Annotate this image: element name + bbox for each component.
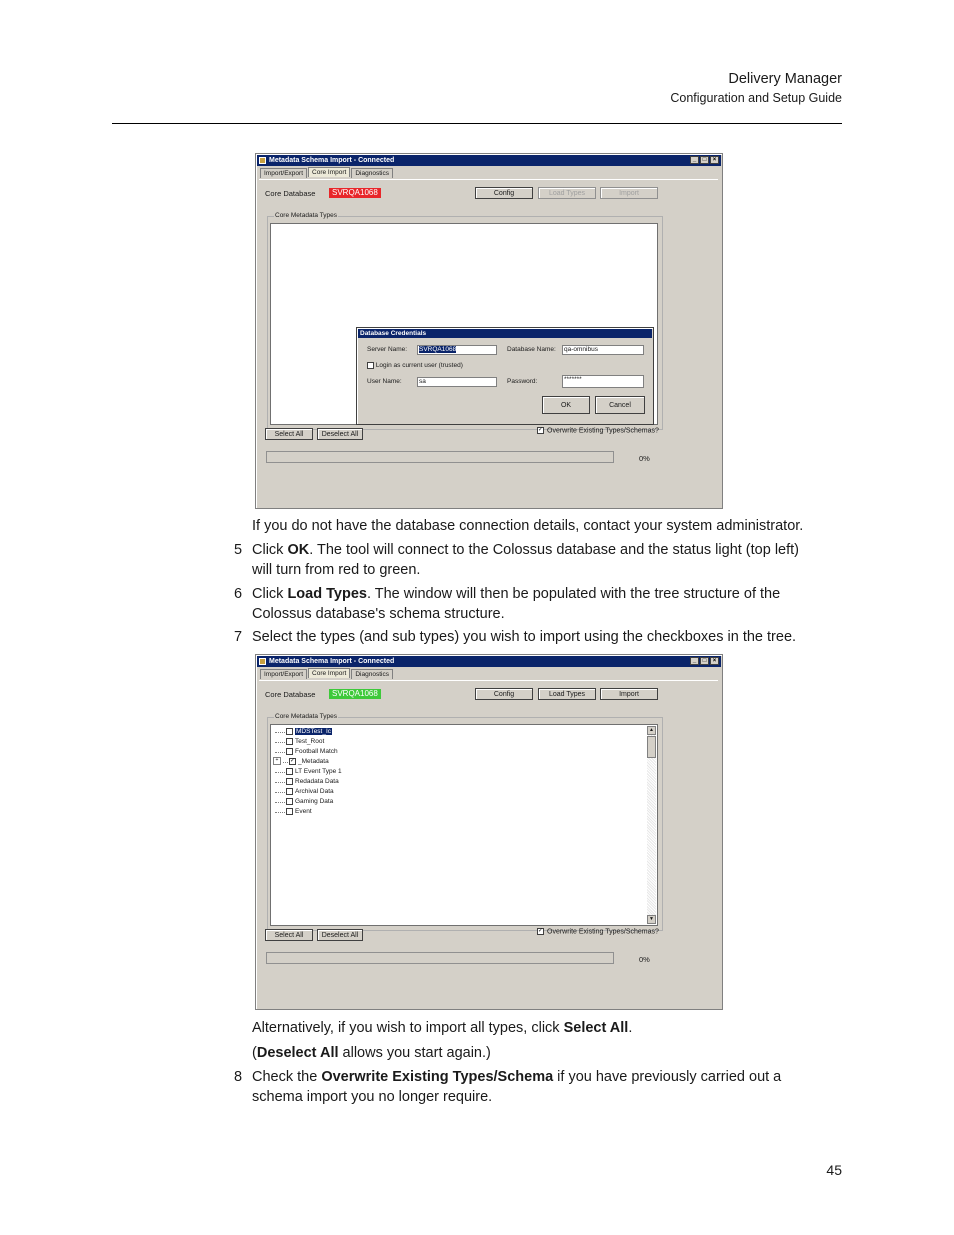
database-name-label: Database Name: — [507, 346, 556, 353]
select-all-button[interactable]: Select All — [265, 428, 313, 440]
credentials-title: Database Credentials — [358, 329, 652, 338]
tree-item-checkbox[interactable] — [286, 778, 293, 785]
server-name-field[interactable] — [417, 345, 497, 355]
select-all-button[interactable]: Select All — [265, 929, 313, 941]
core-database-label: Core Database — [265, 690, 316, 699]
expand-icon[interactable]: + — [273, 757, 281, 765]
tree-item[interactable] — [275, 727, 342, 737]
group-label: Core Metadata Types — [275, 713, 338, 720]
password-label: Password: — [507, 378, 538, 385]
step-5-ok: OK — [287, 542, 310, 558]
core-metadata-types-group — [267, 713, 663, 931]
status-badge-red: SVRQA1068 — [329, 188, 381, 198]
tab-import-export[interactable]: Import/Export — [260, 168, 307, 178]
tree-item[interactable] — [275, 797, 342, 807]
tree-item-label: LT Event Type 1 — [295, 768, 342, 775]
progress-percent: 0% — [639, 955, 650, 964]
import-button[interactable]: Import — [600, 187, 658, 199]
tree-item[interactable] — [275, 757, 342, 767]
window-controls — [690, 156, 719, 164]
maximize-icon[interactable]: □ — [700, 657, 709, 665]
database-name-field[interactable]: qa-omnibus — [562, 345, 644, 355]
group-label: Core Metadata Types — [275, 212, 338, 219]
alt-select-all: Select All — [563, 1020, 629, 1036]
minimize-icon[interactable]: _ — [690, 657, 699, 665]
tree-item-label: Football Match — [295, 748, 338, 755]
types-listbox[interactable] — [270, 223, 658, 425]
load-types-button[interactable]: Load Types — [538, 187, 596, 199]
tree-connector — [275, 787, 285, 793]
scroll-down-icon[interactable]: ▼ — [647, 915, 656, 924]
tree-item[interactable] — [275, 807, 342, 817]
tree-item[interactable] — [275, 787, 342, 797]
tree-view — [275, 727, 342, 817]
step-5-part-a: Click — [252, 542, 288, 558]
tree-item-label: Test_Root — [295, 738, 325, 745]
window-title: Metadata Schema Import - Connected — [269, 157, 395, 164]
tab-strip — [260, 669, 394, 679]
core-import-panel — [259, 680, 718, 1006]
desel-part-c: allows you start again.) — [338, 1045, 491, 1061]
config-button[interactable]: Config — [475, 187, 533, 199]
database-credentials-dialog — [356, 327, 654, 425]
overwrite-checkbox[interactable]: ✓ — [538, 928, 544, 934]
overwrite-option — [537, 427, 659, 434]
import-button[interactable]: Import — [600, 688, 658, 700]
load-types-button[interactable]: Load Types — [538, 688, 596, 700]
tree-connector — [275, 777, 285, 783]
step-6-part-c: . The window will then be populated with the tree structure of the — [366, 586, 781, 602]
progress-bar — [266, 451, 614, 463]
tab-core-import[interactable]: Core Import — [308, 668, 350, 678]
schema-import-window-2 — [255, 654, 723, 1010]
tree-item[interactable] — [275, 737, 342, 747]
schema-import-window-1 — [255, 153, 723, 509]
tab-diagnostics[interactable]: Diagnostics — [351, 168, 393, 178]
desel-part-a: ( — [252, 1045, 257, 1061]
window-title: Metadata Schema Import - Connected — [269, 658, 395, 665]
tree-item-checkbox[interactable] — [286, 738, 293, 745]
window-controls — [690, 657, 719, 665]
close-icon[interactable]: × — [710, 156, 719, 164]
tree-item[interactable] — [275, 777, 342, 787]
progress-percent: 0% — [639, 454, 650, 463]
step-5-text — [252, 540, 852, 580]
window-titlebar — [257, 656, 721, 667]
tree-item-checkbox[interactable] — [286, 728, 293, 735]
tab-diagnostics[interactable]: Diagnostics — [351, 669, 393, 679]
tab-import-export[interactable]: Import/Export — [260, 669, 307, 679]
page-header-title: Delivery Manager — [728, 71, 842, 87]
cancel-button[interactable]: Cancel — [595, 396, 645, 414]
contact-paragraph: If you do not have the database connection details, contact your system administrator. — [252, 518, 804, 534]
tree-connector — [275, 737, 285, 743]
trusted-login-label: Login as current user (trusted) — [375, 362, 463, 370]
step-5-part-c: . The tool will connect to the Colossus database and the status light (top left) — [309, 542, 799, 558]
page-number: 45 — [826, 1162, 842, 1178]
progress-bar — [266, 952, 614, 964]
user-name-field[interactable]: sa — [417, 377, 497, 387]
tree-connector — [283, 757, 288, 763]
maximize-icon[interactable]: □ — [700, 156, 709, 164]
tree-item-label: _Metadata — [298, 758, 329, 765]
tree-item-checkbox[interactable] — [286, 798, 293, 805]
step-6-text — [252, 584, 852, 624]
tree-item-checkbox[interactable] — [286, 748, 293, 755]
page-header-subtitle: Configuration and Setup Guide — [670, 91, 842, 105]
step-8-text — [252, 1067, 852, 1107]
window-titlebar — [257, 155, 721, 166]
deselect-all-button[interactable]: Deselect All — [317, 428, 363, 440]
step-5-number: 5 — [234, 542, 243, 558]
core-database-label: Core Database — [265, 189, 316, 198]
tree-item[interactable] — [275, 747, 342, 757]
step-7-number: 7 — [234, 629, 243, 645]
tab-strip — [260, 168, 394, 178]
step-6-part-a: Click — [252, 586, 288, 602]
step-8-number: 8 — [234, 1069, 243, 1085]
user-name-label: User Name: — [367, 378, 402, 385]
alternative-paragraph — [252, 1018, 852, 1038]
step-8-part-d: schema import you no longer require. — [252, 1089, 493, 1105]
tab-core-import[interactable]: Core Import — [308, 167, 350, 177]
step-6-load-types: Load Types — [287, 586, 367, 602]
close-icon[interactable]: × — [710, 657, 719, 665]
tree-item-label: Gaming Data — [295, 798, 334, 805]
step-8-part-c: if you have previously carried out a — [553, 1069, 782, 1085]
types-tree[interactable] — [270, 724, 658, 926]
tree-item-label: MDSTest_Ic — [296, 728, 332, 735]
header-rule — [112, 123, 842, 124]
step-5-part-d: will turn from red to green. — [252, 562, 421, 578]
trusted-login-row — [367, 362, 463, 369]
tree-connector — [275, 797, 285, 803]
ok-button[interactable]: OK — [542, 396, 590, 414]
step-8-overwrite: Overwrite Existing Types/Schema — [321, 1069, 554, 1085]
tree-item-checkbox[interactable]: ✓ — [290, 757, 296, 764]
core-import-panel — [259, 179, 718, 505]
tree-connector — [275, 807, 285, 813]
app-icon — [259, 658, 266, 665]
tree-connector — [275, 767, 285, 773]
tree-item-checkbox[interactable] — [286, 768, 293, 775]
scroll-thumb[interactable] — [647, 736, 656, 758]
core-metadata-types-group — [267, 212, 663, 430]
alt-part-a: Alternatively, if you wish to import all types, click — [252, 1020, 564, 1036]
server-name-label: Server Name: — [367, 346, 408, 353]
trusted-login-checkbox[interactable] — [367, 362, 374, 369]
overwrite-option — [537, 928, 659, 935]
desel-deselect-all: Deselect All — [256, 1045, 339, 1061]
tree-item-label: Event — [295, 808, 312, 815]
tree-item-label: Redadata Data — [295, 778, 339, 785]
tree-scrollbar[interactable] — [647, 726, 656, 924]
alt-part-c: . — [628, 1020, 633, 1036]
minimize-icon[interactable]: _ — [690, 156, 699, 164]
step-7-text: Select the types (and sub types) you wish to import using the checkboxes in the tree. — [252, 629, 797, 645]
app-icon — [259, 157, 266, 164]
step-6-number: 6 — [234, 586, 243, 602]
tree-connector — [275, 747, 285, 753]
overwrite-label: Overwrite Existing Types/Schemas? — [547, 928, 659, 936]
tree-item-label: Archival Data — [295, 788, 334, 795]
deselect-all-button[interactable]: Deselect All — [317, 929, 363, 941]
overwrite-label: Overwrite Existing Types/Schemas? — [547, 427, 659, 435]
deselect-paragraph — [252, 1043, 852, 1063]
config-button[interactable]: Config — [475, 688, 533, 700]
password-field[interactable]: ******* — [562, 375, 644, 388]
server-name-value: SVRQA1068 — [419, 346, 457, 353]
tree-item-checkbox[interactable] — [286, 788, 293, 795]
step-6-part-d: Colossus database's schema structure. — [252, 606, 505, 622]
overwrite-checkbox[interactable]: ✓ — [538, 427, 544, 433]
step-8-part-a: Check the — [252, 1069, 322, 1085]
tree-connector — [275, 727, 285, 733]
scroll-up-icon[interactable]: ▲ — [647, 726, 656, 735]
tree-item[interactable] — [275, 767, 342, 777]
tree-item-checkbox[interactable] — [286, 808, 293, 815]
status-badge-green: SVRQA1068 — [329, 689, 381, 699]
